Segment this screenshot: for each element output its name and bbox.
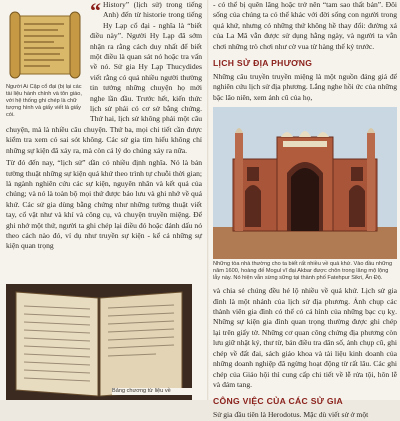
old-book-photo [6, 284, 192, 400]
right-column [213, 0, 397, 420]
historians-work-heading: CÔNG VIỆC CỦA CÁC SỬ GIA [213, 396, 344, 407]
book-caption: Bảng chương từ liệu về [112, 388, 192, 395]
continuation-paragraph: - có thể bị quên lãng hoặc trở nên “tam sao thất bản”. Đôi sống của chúng ta có thể khác với đời sống con người trong quá khứ, nhưng có những thứ không hề thay đổi: đường xá của La Mã vẫn được sử dụng hằng ngày, và người ta vẫn chơi những trò chơi như cờ vua từ hàng thế kỷ trước. [213, 0, 397, 51]
definitions-paragraph: Từ đó đến nay, “lịch sử” dần có nhiều định nghĩa. Nó là bản tường thuật những sự kiện quá khứ theo trình tự chuỗi thời gian; là ngành nghiên cứu các sự kiện, nguyên nhân và kết quả của chúng; và nó là toàn bộ mọi thứ được bảo lưu và ghi nhớ về quá khứ. Các sử gia dùng bằng chứng như những tường thuật viết tay, cổ vật như và khí và công cụ, và chuyện truyền miệng. Để ghi nhớ một thứ, người ta ghi chép lại điều đó hoặc đánh dấu nó theo cách nào đó, ví dụ như truyền sự kiện - kể cả những sự kiện quan trọng [6, 158, 202, 251]
intro-text: History” (lịch sử) trong tiếng Anh) đến từ historie trong tiếng Hy Lạp cổ đại - nghĩa là “biết điều này”. Người Hy Lạp đã sớm nhận ra rằng cách duy nhất để biết một điều là quan sát nó hoặc tra vấn về nó. Sử gia Hy Lạp Thucydides viết rằng có quá nhiều người thường tin tưởng những chuyện họ mới nghe lần đầu. Trước hết, kiến thức lịch sử phải có cơ sở bằng chứng. Thứ hai, lịch sử không phải một câu chuyện, mà là nhiều câu chuyện. Thứ ba, mọi chi tiết cần được kiểm tra xem có sai sót không. Các sử gia tìm hiểu không chỉ những sự kiện đã xảy ra, mà còn cả lý do chúng xảy ra nữa. [6, 0, 202, 155]
page-fold [207, 0, 209, 400]
historians-paragraph: Sử gia đầu tiên là Herodotus. Mặc dù viết sử ở một [213, 410, 369, 420]
local-history-heading: LỊCH SỬ ĐỊA PHƯƠNG [213, 58, 313, 69]
drop-cap: “ [90, 0, 101, 23]
tomb-photo [213, 107, 397, 259]
papyrus-scroll-illustration [6, 2, 84, 122]
family-history-paragraph: và chia sẻ chúng đều hé lộ nhiều về quá khứ. Lịch sử gia đình là một nhánh của lịch sử địa phương. Ảnh chụp các thành viên gia đình có thể có cả hình của những bạc cụ kỵ. Những sự kiện gia đình quan trọng thường được ghi chép lại trên giấy tờ. Những cơ quan công chứng địa phương còn lưu giữ nhật ký, thư từ, bản điều tra dân số, ảnh chụp cũ, ghi chép về đất đai, sách giáo khoa và tài liệu kinh doanh của những doanh nghiệp đã ngừng hoạt động từ rất lâu. Các ghi chép của Giáo hội thì cung cấp chi tiết về lễ rửa tội, hôn lễ và đám tang. [213, 286, 397, 389]
tomb-caption: Những tòa nhà thường cho ta biết rất nhiều về quá khứ. Vào đầu những năm 1600, hoàng đế Mogul vĩ đại Akbar được chôn trong lăng mộ lộng lẫy này. Nó hiện vẫn sừng sững tại thành phố Fatehpur Sikri, Ấn Độ. [213, 261, 393, 282]
oral-history-paragraph: Những câu truyền truyền miệng là một nguồn đáng giá để nghiên cứu lịch sử địa phương. Lắng nghe hồi ức của những bậc lão niên, xem ảnh cũ của họ, [213, 72, 397, 102]
scroll-caption: Người Ai Cập cổ đại (bị lại các tài liệu hành chính và tôn giáo, với hệ thống ghi chép là chữ tượng hình và giấy viết là giấy cói. [6, 84, 82, 118]
